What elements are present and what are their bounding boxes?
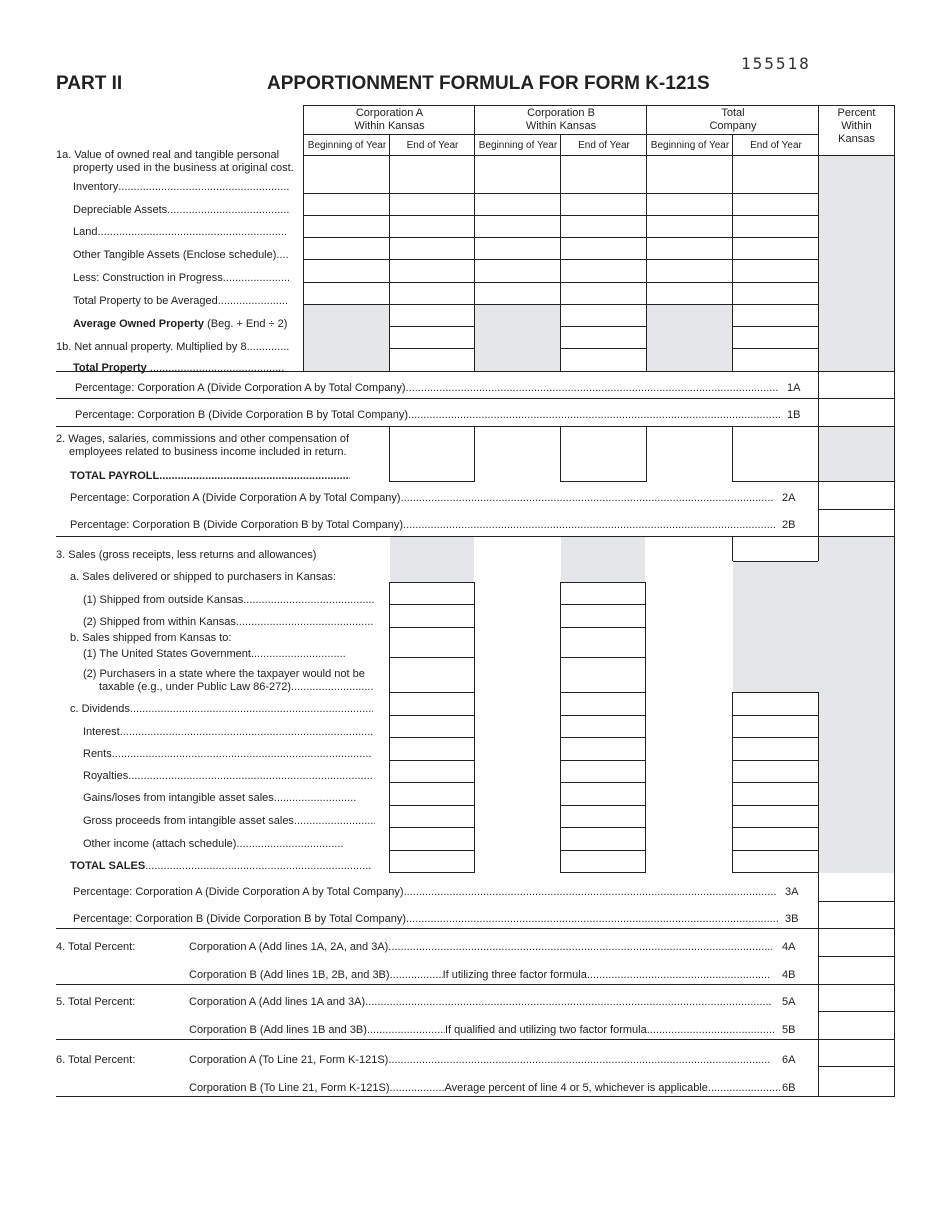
corp-a-shade-sales <box>390 537 474 582</box>
corp-b-header: Corporation B Within Kansas <box>525 107 597 132</box>
line-4b-label: Corporation B (Add lines 1B, 2B, and 3B)..... If utilizing three factor formula..... <box>189 969 771 982</box>
construction-label: Less: Construction in Progress..... <box>73 272 289 285</box>
percent-2b-input[interactable] <box>819 510 894 536</box>
total-payroll-label: TOTAL PAYROLL..... <box>70 470 350 483</box>
corp-b-beginning-header: Beginning of Year <box>478 140 558 151</box>
sales-b-label: b. Sales shipped from Kansas to: <box>70 632 232 644</box>
percent-column-shade-1 <box>819 155 894 371</box>
percentage-3b-label: Percentage: Corporation B (Divide Corporation B by Total Company)..... <box>73 913 778 926</box>
percentage-1b-label: Percentage: Corporation B (Divide Corporation B by Total Company)..... <box>75 409 780 422</box>
percent-6a-input[interactable] <box>819 1040 894 1066</box>
payroll-heading: 2. Wages, salaries, commissions and other compensation of employees related to business income included in return. <box>56 433 350 458</box>
gross-proceeds-label: Gross proceeds from intangible asset sales..... <box>83 815 375 828</box>
line-code-1b: 1B <box>787 409 801 421</box>
line-code-4a: 4A <box>782 941 796 953</box>
other-tangible-label: Other Tangible Assets (Enclose schedule).... <box>73 249 289 261</box>
corp-b-end-header: End of Year <box>578 140 630 151</box>
sales-a1-label: (1) Shipped from outside Kansas..... <box>83 594 374 607</box>
line-6b-label: Corporation B (To Line 21, Form K-121S)..... Average percent of line 4 or 5, whichever is applicable..... <box>189 1082 780 1095</box>
inventory-label: Inventory..... <box>73 181 289 194</box>
total-sales-label: TOTAL SALES..... <box>70 860 372 873</box>
total-company-header: Total Company <box>709 107 757 132</box>
total-payroll-company-input[interactable] <box>733 427 818 481</box>
percent-4a-input[interactable] <box>819 929 894 956</box>
percent-1b-input[interactable] <box>819 399 894 426</box>
interest-label: Interest..... <box>83 726 373 739</box>
page-title: APPORTIONMENT FORMULA FOR FORM K-121S <box>267 73 710 94</box>
total-payroll-corp-a-input[interactable] <box>390 427 474 481</box>
rents-label: Rents..... <box>83 748 371 761</box>
net-annual-label: 1b. Net annual property. Multiplied by 8.............. <box>56 341 290 353</box>
percent-4b-input[interactable] <box>819 957 894 984</box>
line-5b-label: Corporation B (Add lines 1B and 3B)..... If qualified and utilizing two factor formula..... <box>189 1024 774 1037</box>
total-averaged-label: Total Property to be Averaged..... <box>73 295 287 308</box>
corp-a-shade-avg <box>304 305 390 371</box>
line-code-5a: 5A <box>782 996 796 1008</box>
percentage-2a-label: Percentage: Corporation A (Divide Corporation A by Total Company)..... <box>70 492 773 505</box>
percent-5b-input[interactable] <box>819 1012 894 1039</box>
other-income-label: Other income (attach schedule)..... <box>83 838 344 851</box>
total-shade-sales <box>733 561 819 693</box>
line-code-6a: 6A <box>782 1054 796 1066</box>
corp-a-header: Corporation A Within Kansas <box>354 107 425 132</box>
percentage-2b-label: Percentage: Corporation B (Divide Corporation B by Total Company)..... <box>70 519 775 532</box>
line-code-3b: 3B <box>785 913 799 925</box>
line-code-3a: 3A <box>785 886 799 898</box>
line-6-label: 6. Total Percent: <box>56 1054 136 1066</box>
corp-b-shade-avg <box>475 305 561 371</box>
corp-b-shade-sales <box>561 537 645 582</box>
part-label: PART II <box>56 73 123 94</box>
line-code-2b: 2B <box>782 519 796 531</box>
percent-6b-input[interactable] <box>819 1067 894 1096</box>
corp-a-end-header: End of Year <box>406 140 459 151</box>
line-4-label: 4. Total Percent: <box>56 941 136 953</box>
percentage-1a-label: Percentage: Corporation A (Divide Corporation A by Total Company)..... <box>75 382 778 395</box>
line-5-label: 5. Total Percent: <box>56 996 136 1008</box>
percent-1a-input[interactable] <box>819 372 894 398</box>
line-5a-label: Corporation A (Add lines 1A and 3A)..... <box>189 996 772 1009</box>
depreciable-assets-label: Depreciable Assets..... <box>73 204 289 217</box>
percentage-3a-label: Percentage: Corporation A (Divide Corporation A by Total Company)..... <box>73 886 776 899</box>
sales-a-label: a. Sales delivered or shipped to purchasers in Kansas: <box>70 571 336 583</box>
land-label: Land..... <box>73 226 288 239</box>
total-end-header: End of Year <box>750 140 802 151</box>
line-code-6b: 6B <box>782 1082 796 1094</box>
percent-5a-input[interactable] <box>819 985 894 1011</box>
gains-label: Gains/loses from intangible asset sales..... <box>83 792 357 805</box>
sales-b2-label: (2) Purchasers in a state where the taxpayer would not be taxable (e.g., under Public Law 86-272)..... <box>83 668 373 694</box>
property-heading: 1a. Value of owned real and tangible personal property used in the business at original cost. <box>56 149 294 174</box>
total-property-label: Total Property ..... <box>73 362 285 375</box>
sales-heading: 3. Sales (gross receipts, less returns and allowances) <box>56 549 317 561</box>
total-beginning-header: Beginning of Year <box>650 140 730 151</box>
percent-3b-input[interactable] <box>819 902 894 928</box>
total-shade-avg <box>647 305 733 371</box>
dividends-label: c. Dividends..... <box>70 703 373 716</box>
total-payroll-corp-b-input[interactable] <box>561 427 646 481</box>
line-code-4b: 4B <box>782 969 796 981</box>
percent-column-shade-2 <box>819 427 894 481</box>
corp-a-beginning-header: Beginning of Year <box>307 140 387 151</box>
percent-header: Percent Within Kansas <box>837 107 876 145</box>
percent-2a-input[interactable] <box>819 482 894 509</box>
percent-3a-input[interactable] <box>819 873 894 901</box>
royalties-label: Royalties..... <box>83 770 372 783</box>
average-owned-label: Average Owned Property (Beg. + End ÷ 2) <box>73 318 288 330</box>
sales-b1-label: (1) The United States Government..... <box>83 648 346 661</box>
line-code-1a: 1A <box>787 382 801 394</box>
line-code-5b: 5B <box>782 1024 796 1036</box>
sales-a2-label: (2) Shipped from within Kansas..... <box>83 616 374 629</box>
line-4a-label: Corporation A (Add lines 1A, 2A, and 3A)..... <box>189 941 772 954</box>
line-code-2a: 2A <box>782 492 796 504</box>
percent-column-shade-3 <box>819 537 894 873</box>
line-6a-label: Corporation A (To Line 21, Form K-121S)..... <box>189 1054 771 1067</box>
form-number: 155518 <box>741 54 811 73</box>
